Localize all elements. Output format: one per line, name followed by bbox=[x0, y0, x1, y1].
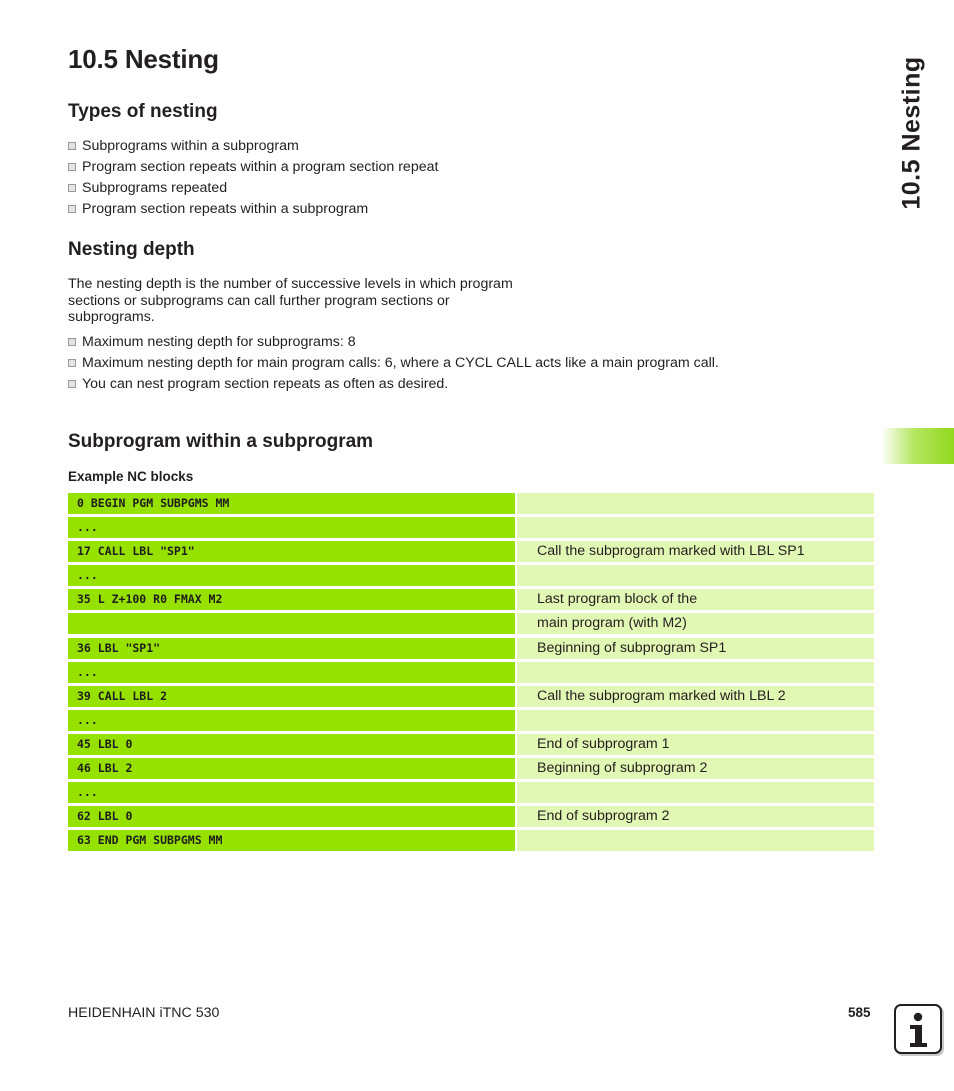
table-row bbox=[68, 686, 874, 707]
nc-code-cell: 63 END PGM SUBPGMS MM bbox=[68, 830, 515, 851]
table-row bbox=[68, 638, 874, 659]
bullet-square-icon bbox=[68, 359, 76, 367]
nc-comment-cell: Call the subprogram marked with LBL 2 bbox=[517, 686, 874, 707]
depth-list-item-text: Maximum nesting depth for main program calls: 6, where a CYCL CALL acts like a main program call. bbox=[82, 355, 719, 371]
table-row bbox=[68, 613, 874, 634]
nc-comment-cell: End of subprogram 1 bbox=[517, 734, 874, 755]
table-row bbox=[68, 758, 874, 779]
nc-comment-cell: Beginning of subprogram SP1 bbox=[517, 638, 874, 659]
bullet-square-icon bbox=[68, 184, 76, 192]
nc-code-cell: ... bbox=[68, 662, 515, 683]
nc-code-cell: ... bbox=[68, 565, 515, 586]
depth-list-item bbox=[68, 376, 719, 393]
side-chapter-title: 10.5 Nesting bbox=[897, 56, 926, 210]
nc-comment-cell bbox=[517, 710, 874, 731]
depth-list-item-text: You can nest program section repeats as often as desired. bbox=[82, 376, 449, 392]
depth-paragraph: The nesting depth is the number of successive levels in which program sections or subprograms can call further program sections or subprograms. bbox=[68, 276, 513, 325]
types-list-item bbox=[68, 201, 438, 218]
nc-comment-cell bbox=[517, 662, 874, 683]
types-list bbox=[68, 138, 438, 222]
types-list-item-text: Program section repeats within a program section repeat bbox=[82, 159, 439, 175]
nc-code-cell: 39 CALL LBL 2 bbox=[68, 686, 515, 707]
info-icon bbox=[894, 1004, 942, 1054]
nc-code-cell: 45 LBL 0 bbox=[68, 734, 515, 755]
nc-comment-cell: Call the subprogram marked with LBL SP1 bbox=[517, 541, 874, 562]
types-list-item bbox=[68, 138, 438, 155]
table-row bbox=[68, 517, 874, 538]
depth-list-item bbox=[68, 355, 719, 372]
section-heading-types: Types of nesting bbox=[68, 101, 218, 122]
nc-code-cell: 0 BEGIN PGM SUBPGMS MM bbox=[68, 493, 515, 514]
table-row bbox=[68, 734, 874, 755]
table-row bbox=[68, 830, 874, 851]
bullet-square-icon bbox=[68, 142, 76, 150]
table-row bbox=[68, 710, 874, 731]
types-list-item-text: Subprograms within a subprogram bbox=[82, 138, 299, 154]
nc-code-cell: ... bbox=[68, 782, 515, 803]
nc-code-cell: 36 LBL "SP1" bbox=[68, 638, 515, 659]
nc-comment-cell: main program (with M2) bbox=[517, 613, 874, 634]
table-row bbox=[68, 662, 874, 683]
depth-list-item bbox=[68, 334, 719, 351]
section-heading-subprogram: Subprogram within a subprogram bbox=[68, 431, 374, 452]
nc-code-cell: ... bbox=[68, 710, 515, 731]
nc-code-cell: 62 LBL 0 bbox=[68, 806, 515, 827]
nc-comment-cell bbox=[517, 493, 874, 514]
table-row bbox=[68, 806, 874, 827]
nc-comment-cell: Beginning of subprogram 2 bbox=[517, 758, 874, 779]
table-row bbox=[68, 589, 874, 610]
nc-comment-cell bbox=[517, 830, 874, 851]
page-number: 585 bbox=[848, 1005, 871, 1020]
page-title: 10.5 Nesting bbox=[68, 44, 219, 74]
section-heading-depth: Nesting depth bbox=[68, 239, 195, 260]
nc-comment-cell: End of subprogram 2 bbox=[517, 806, 874, 827]
bullet-square-icon bbox=[68, 205, 76, 213]
bullet-square-icon bbox=[68, 338, 76, 346]
nc-comment-cell bbox=[517, 517, 874, 538]
nc-comment-cell bbox=[517, 782, 874, 803]
types-list-item-text: Subprograms repeated bbox=[82, 180, 228, 196]
depth-list-item-text: Maximum nesting depth for subprograms: 8 bbox=[82, 334, 356, 350]
depth-list bbox=[68, 334, 719, 397]
table-row bbox=[68, 782, 874, 803]
types-list-item bbox=[68, 159, 438, 176]
table-row bbox=[68, 493, 874, 514]
footer-manual-name: HEIDENHAIN iTNC 530 bbox=[68, 1005, 220, 1021]
bullet-square-icon bbox=[68, 163, 76, 171]
table-row bbox=[68, 565, 874, 586]
nc-blocks-table bbox=[68, 493, 874, 854]
table-row bbox=[68, 541, 874, 562]
bullet-square-icon bbox=[68, 380, 76, 388]
nc-code-cell: 46 LBL 2 bbox=[68, 758, 515, 779]
types-list-item bbox=[68, 180, 438, 197]
nc-code-cell: 17 CALL LBL "SP1" bbox=[68, 541, 515, 562]
nc-code-cell: 35 L Z+100 R0 FMAX M2 bbox=[68, 589, 515, 610]
nc-code-cell: ... bbox=[68, 517, 515, 538]
types-list-item-text: Program section repeats within a subprogram bbox=[82, 201, 369, 217]
example-label: Example NC blocks bbox=[68, 469, 194, 484]
chapter-tab-marker bbox=[881, 428, 954, 464]
nc-code-cell bbox=[68, 613, 515, 634]
nc-comment-cell: Last program block of the bbox=[517, 589, 874, 610]
nc-comment-cell bbox=[517, 565, 874, 586]
